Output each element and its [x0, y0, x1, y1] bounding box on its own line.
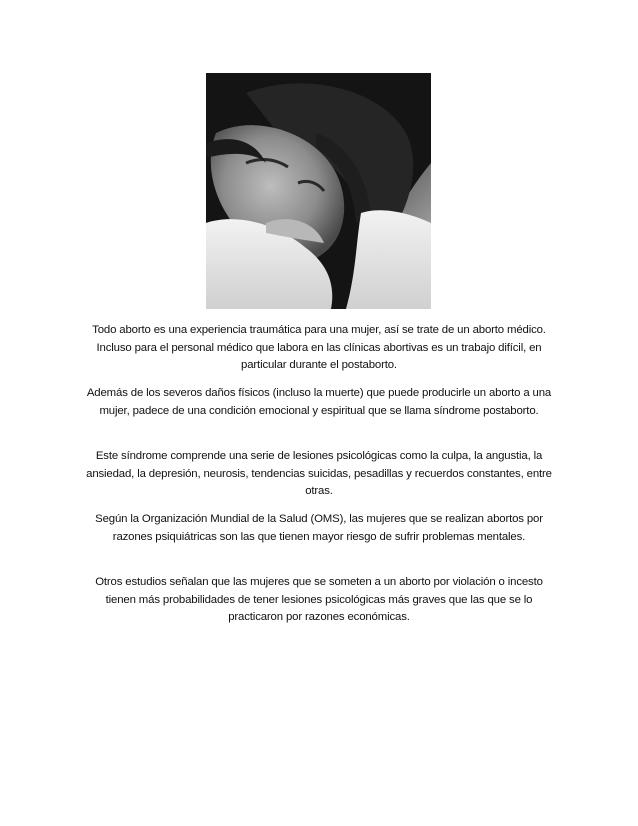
paragraph-other-studies: Otros estudios señalan que las mujeres que se someten a un aborto por violación o incesto tienen más probabilidades de tener lesiones psicológicas más graves que las que se lo practicaron por razones económicas.: [95, 576, 543, 623]
paragraph-who-risk: Según la Organización Mundial de la Salud (OMS), las mujeres que se realizan abortos por razones psiquiátricas son las que tienen mayor riesgo de sufrir problemas mentales.: [95, 513, 543, 543]
paragraph-psychological-injuries: Este síndrome comprende una serie de lesiones psicológicas como la culpa, la angustia, la ansiedad, la depresión, neurosis, tendencias suicidas, pesadillas y recuerdos constantes, entre otras.: [86, 450, 552, 497]
grieving-woman-photo-icon: [206, 73, 431, 309]
paragraph-trauma: Todo aborto es una experiencia traumática para una mujer, así se trate de un aborto médico. Incluso para el personal médico que labora en las clínicas abortivas es un trabajo difícil, en particular durante el postaborto.: [92, 324, 546, 371]
woman-photo: [206, 73, 431, 309]
paragraph-postabortion-syndrome: Además de los severos daños físicos (incluso la muerte) que puede producirle un aborto a una mujer, padece de una condición emocional y espiritual que se llama síndrome postaborto.: [86, 387, 552, 417]
